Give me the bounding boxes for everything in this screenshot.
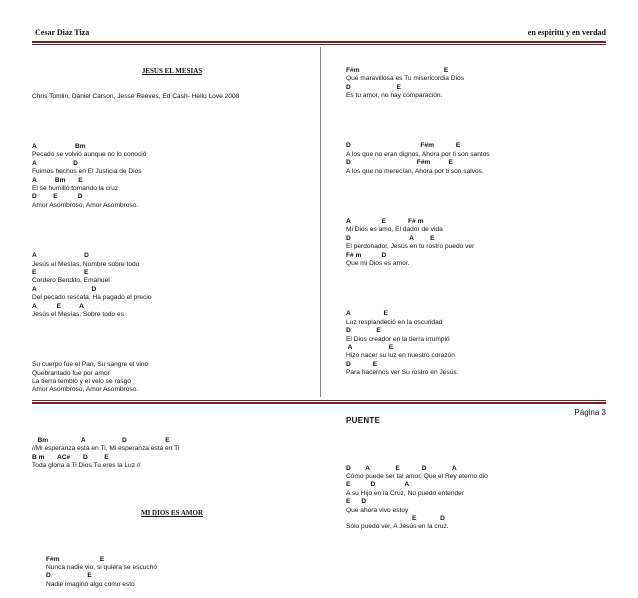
lyric-line: Amor Asombroso, Amor Asombroso.: [32, 201, 139, 209]
lyric-line: Pecado se volvió aunque no lo conoció: [32, 151, 147, 159]
lyric-line: Fuimos hechos en El Justicia de Dios: [32, 168, 142, 176]
lyric-line: Jesús el Mesías, Nombre sobre todo: [32, 260, 140, 268]
lyric-line: Cómo puede ser tal amor, Que el Rey eterno dio: [346, 473, 488, 481]
lyric-line: Jesús el Mesías, Sobre todo es: [32, 310, 124, 318]
chord-line: D E: [346, 83, 401, 91]
lyric-line: Que mi Dios es amor.: [346, 259, 410, 267]
chord-line: D A E: [346, 234, 435, 242]
lyric-line: A los que no merecían, Ahora por ti son salvos.: [346, 167, 484, 175]
lyric-line: Nadie imaginó algo como esto: [46, 580, 135, 588]
lyric-line: Sólo puedo ver, A Jesús en la cruz.: [346, 523, 449, 531]
lyric-line: Nunca nadie vio, si quiera se escuchó: [46, 564, 158, 572]
chord-line: A E: [346, 343, 394, 351]
song-title-jesus-el-mesias: JESUS EL MESIAS: [141, 66, 203, 75]
chord-line: A Bm E: [32, 176, 83, 184]
chord-line: A E F# m: [346, 217, 424, 225]
chorus-block: [32, 252, 312, 319]
header-rule: [32, 41, 606, 43]
column-divider: [320, 47, 321, 397]
chord-line: D E: [46, 572, 92, 580]
chord-line: D F#m E: [346, 142, 461, 150]
chord-line: E D: [346, 515, 445, 523]
lyric-line: Para hacernos ver Su rostro en Jesús.: [346, 369, 459, 377]
lyric-line: Amor Asombroso, Amor Asombroso.: [32, 386, 139, 394]
lyric-line: El perdonador, Jesús en tu rostro puedo ver: [346, 243, 475, 251]
page-header: [35, 28, 606, 40]
bridge-block: [32, 437, 312, 471]
bridge-block: [346, 465, 606, 532]
right-column: [346, 50, 606, 540]
lyric-line: A su Hijo en la Cruz, No puedo entender: [346, 489, 465, 497]
chord-line: D F#m E: [346, 159, 453, 167]
verse-block: [32, 556, 312, 590]
lyric-line: Cordero Bendito, Emanuel: [32, 277, 110, 285]
lyric-line: La tierra tembló y el velo se rasgó: [32, 378, 131, 386]
chord-line: D E: [346, 327, 381, 335]
chord-line: Bm A D E: [32, 436, 170, 444]
chord-line: E E: [32, 268, 89, 276]
chord-line: A E: [346, 310, 388, 318]
verse-block: [346, 142, 606, 176]
chord-line: E D: [346, 498, 367, 506]
header-author: Cesar Diaz Tiza: [35, 28, 90, 37]
chord-line: A D: [32, 285, 97, 293]
verse-block: [32, 143, 312, 210]
verse-block: [346, 310, 606, 377]
lyric-line: Quebrantado fue por amor: [32, 369, 110, 377]
chord-line: A Bm: [32, 143, 86, 151]
lyric-line: Que ahora vivo estoy: [346, 506, 409, 514]
footer-rule: [32, 402, 606, 404]
header-tagline: en espiritu y en verdad: [527, 28, 606, 37]
song-title-mi-dios-es-amor: MI DIOS ES AMOR: [140, 509, 204, 518]
section-heading-puente: PUENTE: [346, 416, 381, 426]
chord-line: D E D: [32, 193, 83, 201]
left-column: [32, 50, 312, 598]
lyric-line: El se humilló tomando la cruz: [32, 184, 119, 192]
lyric-line: Hizo nacer su luz en nuestro corazón: [346, 352, 455, 360]
lyric-line: Del pecado rescata, Ha pagado el precio: [32, 294, 152, 302]
lyric-line: Toda gloria a Ti Dios Tu eres la Luz //: [32, 462, 141, 470]
lyric-line: Su cuerpo fue el Pan, Su sangre el vino: [32, 361, 149, 369]
footer-rule-thin: [32, 400, 606, 401]
chord-line: B m AC# D E: [32, 453, 109, 461]
chord-line: F#m E: [346, 66, 449, 74]
chord-line: F# m D: [346, 251, 387, 259]
chord-line: A E A: [32, 302, 84, 310]
lyric-line: Es tu amor, no hay comparación.: [346, 91, 443, 99]
verse-block: [346, 67, 606, 101]
chord-line: A D: [32, 159, 78, 167]
chorus-block: [346, 218, 606, 268]
song-credits: Chris Tomlin, Daniel Carson, Jesse Reeves, Ed Cash- Hello Love 2008: [32, 92, 240, 100]
lyric-line: Qué maravillosa es Tu misericordia Dios: [346, 75, 464, 83]
chord-line: F#m E: [46, 555, 105, 563]
page-number: Página 3: [574, 408, 606, 417]
lyric-line: //Mi esperanza está en Ti, Mi esperanza está en Ti: [32, 445, 180, 453]
verse-block: [32, 361, 312, 395]
lyric-line: Mi Dios es amo, El dador de vida: [346, 226, 443, 234]
chord-line: D A E D A: [346, 464, 457, 472]
lyric-line: Luz resplandeció en la oscuridad: [346, 318, 443, 326]
chord-line: D E: [346, 360, 378, 368]
header-rule-thin: [32, 44, 606, 45]
chord-line: A D: [32, 252, 89, 260]
lyric-line: El Dios creador en la tierra irrumpió: [346, 335, 450, 343]
lyric-line: A los que no eran dignos, Ahora por ti son santos: [346, 150, 490, 158]
chord-line: E D A: [346, 481, 410, 489]
